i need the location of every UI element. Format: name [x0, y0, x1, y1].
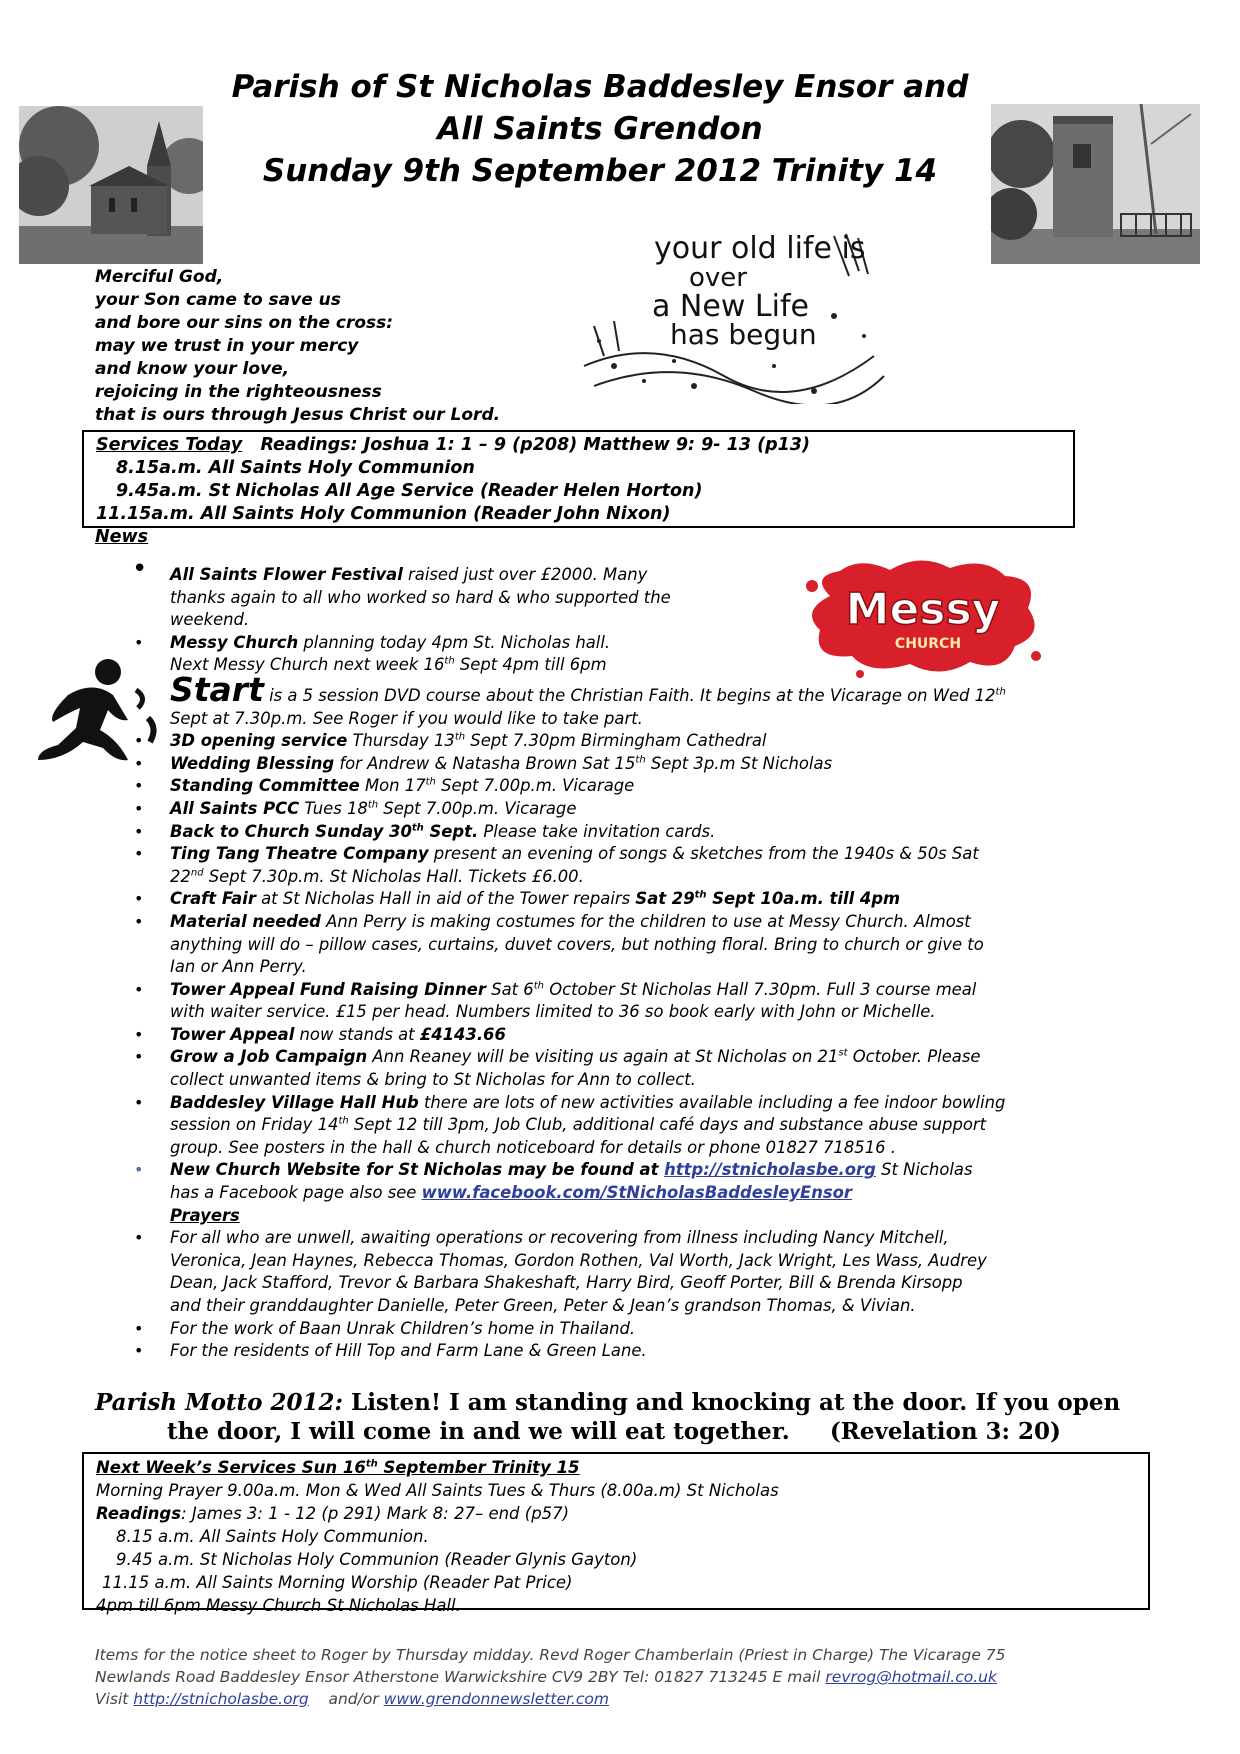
banner-line-2: over [689, 263, 747, 293]
title-line-1: Parish of St Nicholas Baddesley Ensor and [231, 69, 969, 105]
footer-line-2: Newlands Road Baddesley Ensor Atherstone Warwickshire CV9 2BY Tel: 01827 713245 E mail revrog@hotmail.co.uk [95, 1668, 997, 1686]
news-item-ting-tang-theatre: • Ting Tang Theatre Company present an evening of songs & sketches from the 1940s & 50s Sat 22nd Sept 7.30p.m. St Nicholas Hall. Tickets £6.00. [170, 843, 1155, 888]
messy-logo-word: Messy [845, 584, 1001, 635]
news-item-fund-raising-dinner: • Tower Appeal Fund Raising Dinner Sat 6th October St Nicholas Hall 7.30pm. Full 3 course meal with waiter service. £15 per head. Numbers limited to 36 so book early with John or Michelle. [170, 979, 1155, 1024]
prayer-line: and bore our sins on the cross: [95, 313, 394, 333]
next-week-service-line: 8.15 a.m. All Saints Holy Communion. [116, 1527, 429, 1546]
morning-prayer-line: Morning Prayer 9.00a.m. Mon & Wed All Saints Tues & Thurs (8.00a.m) St Nicholas [96, 1481, 779, 1500]
facebook-link[interactable]: www.facebook.com/StNicholasBaddesleyEnsor [421, 1183, 852, 1203]
messy-logo-sub: CHURCH [894, 636, 962, 652]
footer-line-3: Visit http://stnicholasbe.org and/or www.grendonnewsletter.com [95, 1690, 609, 1708]
next-week-service-line: 9.45 a.m. St Nicholas Holy Communion (Reader Glynis Gayton) [116, 1550, 638, 1569]
prayer-line: that is ours through Jesus Christ our Lord. [95, 405, 501, 425]
prayer-line: rejoicing in the righteousness [95, 382, 382, 402]
all-saints-church-photo [991, 104, 1200, 264]
next-week-readings: Readings: James 3: 1 - 12 (p 291) Mark 8: 27– end (p57) [96, 1504, 570, 1523]
st-nicholas-church-photo [19, 106, 203, 264]
prayer-line: may we trust in your mercy [95, 336, 359, 356]
news-item-3d-opening: • 3D opening service Thursday 13th Sept 7.30pm Birmingham Cathedral [170, 730, 1155, 753]
parish-motto [95, 1388, 1155, 1446]
prayer-item-baan-unrak: • For the work of Baan Unrak Children’s home in Thailand. [170, 1318, 1155, 1341]
news-item-tower-appeal: • Tower Appeal now stands at £4143.66 [170, 1024, 1155, 1047]
collect-prayer [95, 266, 500, 427]
motto-line-2: the door, I will come in and we will eat together. [167, 1418, 790, 1445]
grendon-newsletter-link[interactable]: www.grendonnewsletter.com [383, 1690, 609, 1708]
news-item-back-to-church: • Back to Church Sunday 30th Sept. Please take invitation cards. [170, 821, 1155, 844]
news-item-flower-festival: • All Saints Flower Festival raised just over £2000. Many thanks again to all who worked so hard & who supported the weekend. [170, 564, 1155, 632]
stnicholas-site-link[interactable]: http://stnicholasbe.org [133, 1690, 309, 1708]
title-line-2: All Saints Grendon [437, 111, 763, 147]
next-week-heading: Next Week’s Services Sun 16th September Trinity 15 [96, 1458, 580, 1477]
motto-line-1: Listen! I am standing and knocking at the door. If you open [343, 1389, 1121, 1416]
news-item-wedding-blessing: • Wedding Blessing for Andrew & Natasha Brown Sat 15th Sept 3p.m St Nicholas [170, 753, 1155, 776]
news-item-messy-church: • Messy Church planning today 4pm St. Nicholas hall. Next Messy Church next week 16th Sept 4pm till 6pm [170, 632, 1155, 677]
email-link[interactable]: revrog@hotmail.co.uk [825, 1668, 997, 1686]
services-today-readings: Readings: Joshua 1: 1 – 9 (p208) Matthew 9: 9- 13 (p13) [260, 435, 810, 455]
banner-line-1: your old life is [654, 231, 866, 266]
service-line: 9.45a.m. St Nicholas All Age Service (Reader Helen Horton) [116, 481, 703, 501]
services-today-heading: Services Today [96, 435, 243, 455]
prayer-item-unwell: • For all who are unwell, awaiting operations or recovering from illness including Nancy Mitchell, Veronica, Jean Haynes, Rebecca Thomas, Gordon Rothen, Val Worth, Jack Wright, Les Wass, Audrey Dean, Jack Stafford, Trevor & Barbara Shakeshaft, Harry Bird, Geoff Porter, Bill & Brenda Kirsopp and their granddaughter Danielle, Peter Green, Peter & Jean’s grandson Thomas, & Vivian. [170, 1227, 1155, 1317]
service-line: 11.15a.m. All Saints Holy Communion (Reader John Nixon) [96, 504, 671, 524]
news-item-standing-committee: • Standing Committee Mon 17th Sept 7.00p.m. Vicarage [170, 775, 1155, 798]
news-item-craft-fair: • Craft Fair at St Nicholas Hall in aid of the Tower repairs Sat 29th Sept 10a.m. till 4pm [170, 888, 1155, 911]
title-line-3: Sunday 9th September 2012 Trinity 14 [262, 153, 938, 189]
footer-line-1: Items for the notice sheet to Roger by Thursday midday. Revd Roger Chamberlain (Priest in Charge) The Vicarage 75 [95, 1646, 1006, 1664]
next-week-services-box [82, 1452, 1150, 1615]
news-item-grow-a-job: • Grow a Job Campaign Ann Reaney will be visiting us again at St Nicholas on 21st October. Please collect unwanted items & bring to St Nicholas for Ann to collect. [170, 1046, 1155, 1091]
prayers-heading: Prayers [170, 1205, 240, 1225]
website-link[interactable]: http://stnicholasbe.org [664, 1160, 876, 1180]
banner-line-3: a New Life [652, 289, 809, 324]
prayers-heading-row [170, 1205, 1155, 1228]
new-life-banner [574, 216, 890, 404]
banner-line-4: has begun [670, 318, 817, 351]
news-item-material-needed: • Material needed Ann Perry is making costumes for the children to use at Messy Church. Almost anything will do – pillow cases, curtains, duvet covers, but nothing floral. Bring to church or give to Ian or Ann Perry. [170, 911, 1155, 979]
prayer-line: and know your love, [95, 359, 290, 379]
service-line: 8.15a.m. All Saints Holy Communion [116, 458, 475, 478]
news-heading: News [95, 527, 149, 547]
news-item-all-saints-pcc: • All Saints PCC Tues 18th Sept 7.00p.m. Vicarage [170, 798, 1155, 821]
footer-contact [95, 1644, 1006, 1710]
news-item-website: • New Church Website for St Nicholas may be found at http://stnicholasbe.org St Nicholas has a Facebook page also see www.facebook.com/StNicholasBaddesleyEnsor [170, 1159, 1155, 1204]
runner-icon [8, 650, 178, 770]
news-list [170, 564, 1155, 1363]
next-week-service-line: 11.15 a.m. All Saints Morning Worship (Reader Pat Price) [102, 1573, 573, 1592]
next-week-service-line: 4pm till 6pm Messy Church St Nicholas Hall. [96, 1596, 461, 1615]
news-item-village-hall-hub: • Baddesley Village Hall Hub there are lots of new activities available including a fee indoor bowling session on Friday 14th Sept 12 till 3pm, Job Club, additional café days and substance abuse support group. See posters in the hall & church noticeboard for details or phone 01827 718516 . [170, 1092, 1155, 1160]
services-today-box [82, 430, 1075, 528]
prayer-line: your Son came to save us [95, 290, 341, 310]
motto-label: Parish Motto 2012: [95, 1389, 344, 1416]
prayer-item-residents: • For the residents of Hill Top and Farm Lane & Green Lane. [170, 1340, 1155, 1363]
page-title [150, 66, 1050, 192]
prayer-line: Merciful God, [95, 267, 224, 287]
services-today-header [96, 434, 1061, 457]
news-item-start-course: Start is a 5 session DVD course about the Christian Faith. It begins at the Vicarage on Wed 12th Sept at 7.30p.m. See Roger if you would like to take part. [170, 669, 1006, 728]
motto-ref: (Revelation 3: 20) [829, 1418, 1061, 1445]
